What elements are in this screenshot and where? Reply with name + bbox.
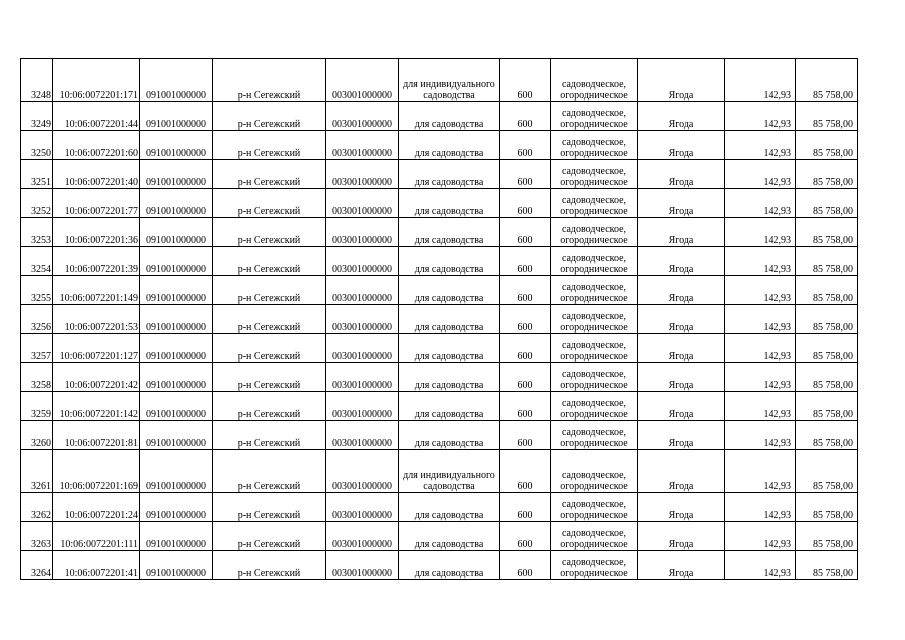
cadastral-value-cell: 85 758,00: [796, 334, 858, 363]
settlement-name-cell: Ягода: [638, 305, 725, 334]
cadastral-number-cell: 10:06:0072201:171: [53, 59, 140, 102]
cadastral-value-cell: 85 758,00: [796, 247, 858, 276]
land-use-cell: садоводческое, огородническое: [551, 218, 638, 247]
land-use-cell: садоводческое, огородническое: [551, 363, 638, 392]
cadastral-value-cell: 85 758,00: [796, 450, 858, 493]
land-use-cell: садоводческое, огородническое: [551, 131, 638, 160]
area-cell: 600: [500, 493, 551, 522]
table-row: [21, 189, 858, 218]
purpose-cell: для индивидуального садоводства: [399, 450, 500, 493]
cadastral-number-cell: 10:06:0072201:39: [53, 247, 140, 276]
unit-price-cell: 142,93: [725, 450, 796, 493]
cadastral-number-cell: 10:06:0072201:36: [53, 218, 140, 247]
unit-price-cell: 142,93: [725, 59, 796, 102]
land-use-cell: садоводческое, огородническое: [551, 493, 638, 522]
area-cell: 600: [500, 363, 551, 392]
table-row: [21, 363, 858, 392]
land-use-cell: садоводческое, огородническое: [551, 522, 638, 551]
cadastral-value-cell: 85 758,00: [796, 493, 858, 522]
land-use-cell: садоводческое, огородническое: [551, 450, 638, 493]
cadastral-number-cell: 10:06:0072201:40: [53, 160, 140, 189]
okato-cell: 091001000000: [140, 276, 213, 305]
unit-price-cell: 142,93: [725, 160, 796, 189]
cadastral-value-cell: 85 758,00: [796, 276, 858, 305]
settlement-name-cell: Ягода: [638, 276, 725, 305]
code-cell: 003001000000: [326, 421, 399, 450]
code-cell: 003001000000: [326, 160, 399, 189]
district-cell: р-н Сегежский: [213, 305, 326, 334]
code-cell: 003001000000: [326, 102, 399, 131]
okato-cell: 091001000000: [140, 493, 213, 522]
okato-cell: 091001000000: [140, 160, 213, 189]
cadastral-number-cell: 10:06:0072201:77: [53, 189, 140, 218]
unit-price-cell: 142,93: [725, 102, 796, 131]
area-cell: 600: [500, 522, 551, 551]
cadastral-value-cell: 85 758,00: [796, 551, 858, 580]
code-cell: 003001000000: [326, 218, 399, 247]
cadastral-number-cell: 10:06:0072201:81: [53, 421, 140, 450]
okato-cell: 091001000000: [140, 551, 213, 580]
purpose-cell: для садоводства: [399, 363, 500, 392]
unit-price-cell: 142,93: [725, 551, 796, 580]
district-cell: р-н Сегежский: [213, 189, 326, 218]
settlement-name-cell: Ягода: [638, 392, 725, 421]
code-cell: 003001000000: [326, 450, 399, 493]
row-number-cell: 3256: [21, 305, 53, 334]
row-number-cell: 3250: [21, 131, 53, 160]
table-row: [21, 522, 858, 551]
cadastral-number-cell: 10:06:0072201:42: [53, 363, 140, 392]
district-cell: р-н Сегежский: [213, 551, 326, 580]
purpose-cell: для садоводства: [399, 276, 500, 305]
cadastral-value-cell: 85 758,00: [796, 421, 858, 450]
table-row: [21, 247, 858, 276]
table-row: [21, 59, 858, 102]
code-cell: 003001000000: [326, 363, 399, 392]
area-cell: 600: [500, 160, 551, 189]
land-use-cell: садоводческое, огородническое: [551, 160, 638, 189]
cadastral-number-cell: 10:06:0072201:53: [53, 305, 140, 334]
cadastral-number-cell: 10:06:0072201:111: [53, 522, 140, 551]
row-number-cell: 3251: [21, 160, 53, 189]
row-number-cell: 3264: [21, 551, 53, 580]
table-row: [21, 392, 858, 421]
settlement-name-cell: Ягода: [638, 450, 725, 493]
settlement-name-cell: Ягода: [638, 551, 725, 580]
district-cell: р-н Сегежский: [213, 421, 326, 450]
purpose-cell: для садоводства: [399, 551, 500, 580]
row-number-cell: 3248: [21, 59, 53, 102]
settlement-name-cell: Ягода: [638, 59, 725, 102]
row-number-cell: 3255: [21, 276, 53, 305]
table-row: [21, 493, 858, 522]
cadastral-value-cell: 85 758,00: [796, 522, 858, 551]
okato-cell: 091001000000: [140, 247, 213, 276]
district-cell: р-н Сегежский: [213, 493, 326, 522]
table-row: [21, 421, 858, 450]
okato-cell: 091001000000: [140, 392, 213, 421]
code-cell: 003001000000: [326, 305, 399, 334]
row-number-cell: 3257: [21, 334, 53, 363]
code-cell: 003001000000: [326, 247, 399, 276]
settlement-name-cell: Ягода: [638, 131, 725, 160]
table-row: [21, 102, 858, 131]
unit-price-cell: 142,93: [725, 131, 796, 160]
table-row: [21, 450, 858, 493]
code-cell: 003001000000: [326, 392, 399, 421]
land-plots-table: [20, 58, 858, 580]
okato-cell: 091001000000: [140, 131, 213, 160]
district-cell: р-н Сегежский: [213, 59, 326, 102]
settlement-name-cell: Ягода: [638, 218, 725, 247]
district-cell: р-н Сегежский: [213, 334, 326, 363]
district-cell: р-н Сегежский: [213, 392, 326, 421]
code-cell: 003001000000: [326, 334, 399, 363]
table-row: [21, 334, 858, 363]
land-use-cell: садоводческое, огородническое: [551, 421, 638, 450]
purpose-cell: для садоводства: [399, 131, 500, 160]
row-number-cell: 3254: [21, 247, 53, 276]
code-cell: 003001000000: [326, 131, 399, 160]
settlement-name-cell: Ягода: [638, 160, 725, 189]
purpose-cell: для садоводства: [399, 160, 500, 189]
unit-price-cell: 142,93: [725, 493, 796, 522]
unit-price-cell: 142,93: [725, 363, 796, 392]
okato-cell: 091001000000: [140, 334, 213, 363]
row-number-cell: 3261: [21, 450, 53, 493]
okato-cell: 091001000000: [140, 218, 213, 247]
area-cell: 600: [500, 392, 551, 421]
district-cell: р-н Сегежский: [213, 276, 326, 305]
land-use-cell: садоводческое, огородническое: [551, 305, 638, 334]
unit-price-cell: 142,93: [725, 392, 796, 421]
cadastral-value-cell: 85 758,00: [796, 189, 858, 218]
row-number-cell: 3260: [21, 421, 53, 450]
district-cell: р-н Сегежский: [213, 247, 326, 276]
cadastral-value-cell: 85 758,00: [796, 218, 858, 247]
area-cell: 600: [500, 131, 551, 160]
cadastral-number-cell: 10:06:0072201:142: [53, 392, 140, 421]
cadastral-number-cell: 10:06:0072201:127: [53, 334, 140, 363]
settlement-name-cell: Ягода: [638, 247, 725, 276]
code-cell: 003001000000: [326, 276, 399, 305]
cadastral-value-cell: 85 758,00: [796, 160, 858, 189]
settlement-name-cell: Ягода: [638, 189, 725, 218]
land-use-cell: садоводческое, огородническое: [551, 334, 638, 363]
purpose-cell: для садоводства: [399, 305, 500, 334]
unit-price-cell: 142,93: [725, 334, 796, 363]
area-cell: 600: [500, 189, 551, 218]
settlement-name-cell: Ягода: [638, 334, 725, 363]
unit-price-cell: 142,93: [725, 305, 796, 334]
okato-cell: 091001000000: [140, 421, 213, 450]
row-number-cell: 3253: [21, 218, 53, 247]
cadastral-number-cell: 10:06:0072201:24: [53, 493, 140, 522]
area-cell: 600: [500, 218, 551, 247]
unit-price-cell: 142,93: [725, 421, 796, 450]
okato-cell: 091001000000: [140, 102, 213, 131]
district-cell: р-н Сегежский: [213, 160, 326, 189]
cadastral-number-cell: 10:06:0072201:44: [53, 102, 140, 131]
district-cell: р-н Сегежский: [213, 363, 326, 392]
cadastral-number-cell: 10:06:0072201:169: [53, 450, 140, 493]
okato-cell: 091001000000: [140, 450, 213, 493]
row-number-cell: 3263: [21, 522, 53, 551]
unit-price-cell: 142,93: [725, 247, 796, 276]
district-cell: р-н Сегежский: [213, 131, 326, 160]
land-use-cell: садоводческое, огородническое: [551, 59, 638, 102]
table-row: [21, 276, 858, 305]
area-cell: 600: [500, 102, 551, 131]
land-use-cell: садоводческое, огородническое: [551, 551, 638, 580]
purpose-cell: для индивидуального садоводства: [399, 59, 500, 102]
purpose-cell: для садоводства: [399, 392, 500, 421]
land-use-cell: садоводческое, огородническое: [551, 102, 638, 131]
land-use-cell: садоводческое, огородническое: [551, 247, 638, 276]
cadastral-value-cell: 85 758,00: [796, 59, 858, 102]
okato-cell: 091001000000: [140, 522, 213, 551]
settlement-name-cell: Ягода: [638, 363, 725, 392]
table-row: [21, 131, 858, 160]
district-cell: р-н Сегежский: [213, 450, 326, 493]
area-cell: 600: [500, 421, 551, 450]
cadastral-value-cell: 85 758,00: [796, 131, 858, 160]
district-cell: р-н Сегежский: [213, 102, 326, 131]
okato-cell: 091001000000: [140, 189, 213, 218]
area-cell: 600: [500, 551, 551, 580]
unit-price-cell: 142,93: [725, 189, 796, 218]
okato-cell: 091001000000: [140, 363, 213, 392]
area-cell: 600: [500, 247, 551, 276]
purpose-cell: для садоводства: [399, 334, 500, 363]
purpose-cell: для садоводства: [399, 218, 500, 247]
unit-price-cell: 142,93: [725, 218, 796, 247]
code-cell: 003001000000: [326, 493, 399, 522]
purpose-cell: для садоводства: [399, 189, 500, 218]
purpose-cell: для садоводства: [399, 247, 500, 276]
okato-cell: 091001000000: [140, 305, 213, 334]
area-cell: 600: [500, 276, 551, 305]
row-number-cell: 3262: [21, 493, 53, 522]
settlement-name-cell: Ягода: [638, 493, 725, 522]
settlement-name-cell: Ягода: [638, 421, 725, 450]
area-cell: 600: [500, 305, 551, 334]
table-row: [21, 305, 858, 334]
purpose-cell: для садоводства: [399, 102, 500, 131]
row-number-cell: 3249: [21, 102, 53, 131]
code-cell: 003001000000: [326, 551, 399, 580]
code-cell: 003001000000: [326, 189, 399, 218]
okato-cell: 091001000000: [140, 59, 213, 102]
cadastral-value-cell: 85 758,00: [796, 392, 858, 421]
cadastral-number-cell: 10:06:0072201:60: [53, 131, 140, 160]
code-cell: 003001000000: [326, 59, 399, 102]
land-use-cell: садоводческое, огородническое: [551, 276, 638, 305]
land-use-cell: садоводческое, огородническое: [551, 189, 638, 218]
table-row: [21, 551, 858, 580]
purpose-cell: для садоводства: [399, 493, 500, 522]
district-cell: р-н Сегежский: [213, 522, 326, 551]
area-cell: 600: [500, 450, 551, 493]
row-number-cell: 3259: [21, 392, 53, 421]
table-row: [21, 218, 858, 247]
cadastral-value-cell: 85 758,00: [796, 363, 858, 392]
table-body: [21, 59, 858, 580]
settlement-name-cell: Ягода: [638, 102, 725, 131]
land-use-cell: садоводческое, огородническое: [551, 392, 638, 421]
area-cell: 600: [500, 59, 551, 102]
cadastral-number-cell: 10:06:0072201:149: [53, 276, 140, 305]
purpose-cell: для садоводства: [399, 421, 500, 450]
area-cell: 600: [500, 334, 551, 363]
row-number-cell: 3258: [21, 363, 53, 392]
unit-price-cell: 142,93: [725, 276, 796, 305]
table-row: [21, 160, 858, 189]
cadastral-number-cell: 10:06:0072201:41: [53, 551, 140, 580]
purpose-cell: для садоводства: [399, 522, 500, 551]
unit-price-cell: 142,93: [725, 522, 796, 551]
settlement-name-cell: Ягода: [638, 522, 725, 551]
code-cell: 003001000000: [326, 522, 399, 551]
cadastral-value-cell: 85 758,00: [796, 305, 858, 334]
row-number-cell: 3252: [21, 189, 53, 218]
cadastral-value-cell: 85 758,00: [796, 102, 858, 131]
district-cell: р-н Сегежский: [213, 218, 326, 247]
